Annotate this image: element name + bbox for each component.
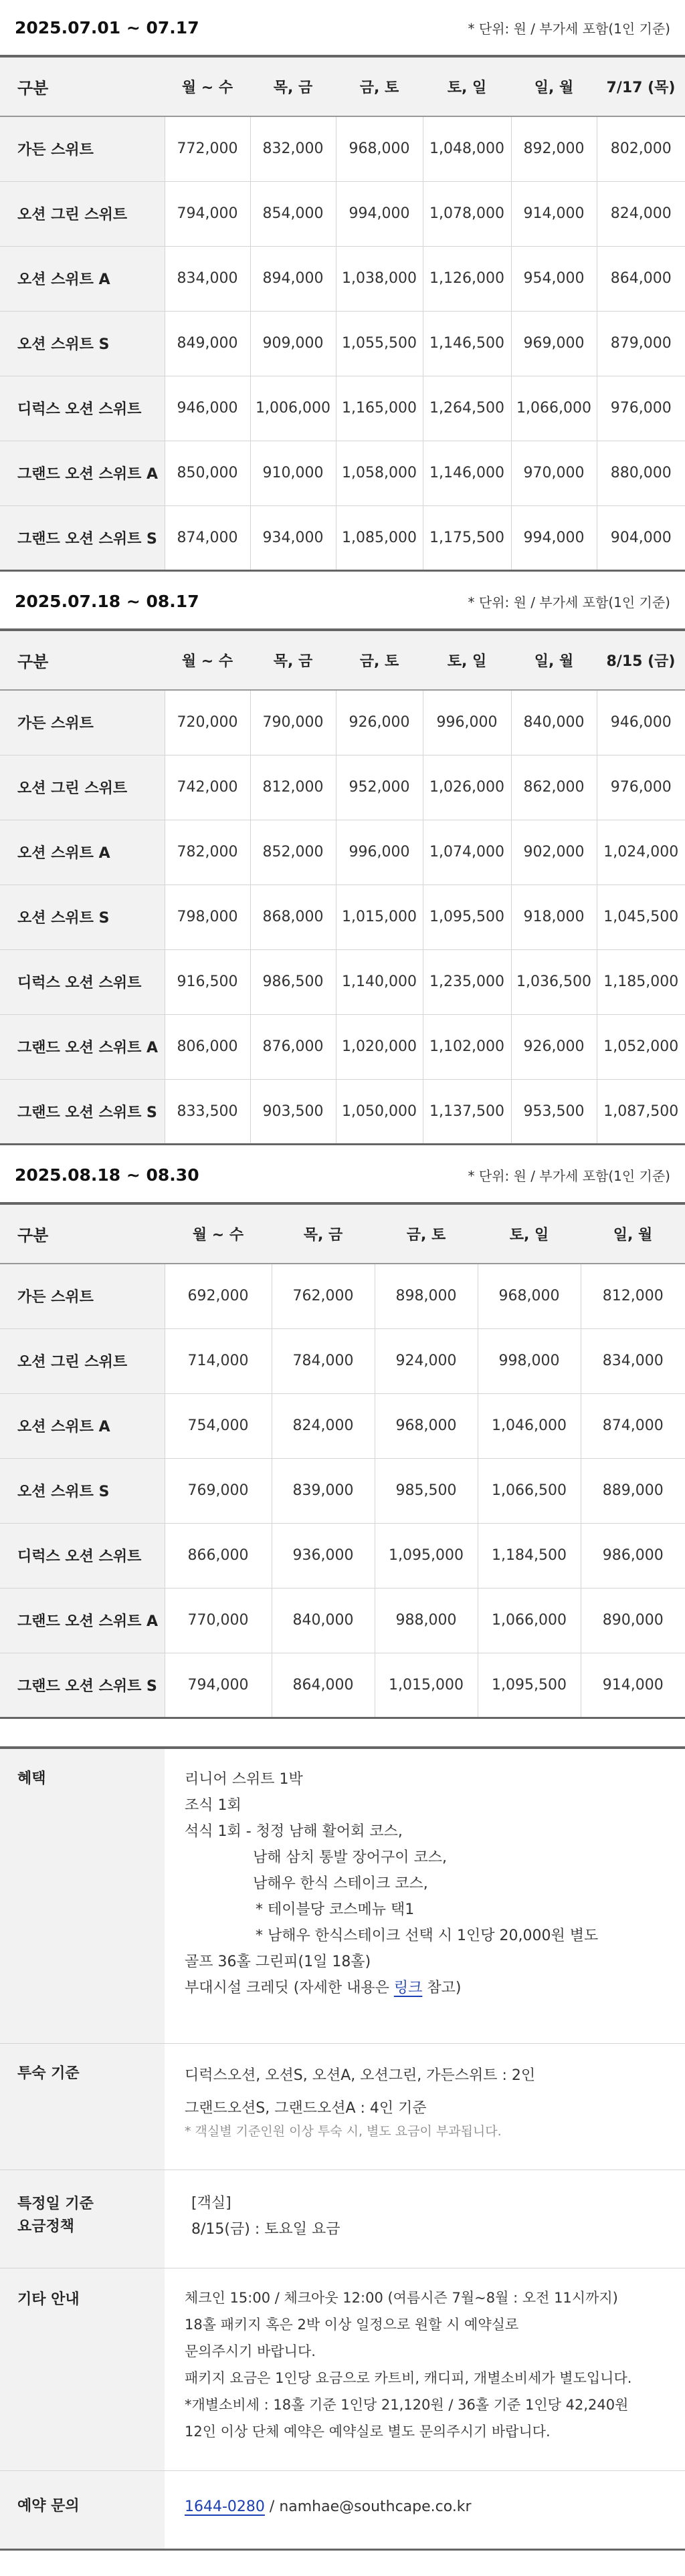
price-cell: 1,185,000 [597, 949, 685, 1014]
price-cell: 1,045,500 [597, 885, 685, 949]
table-row [0, 116, 685, 181]
price-cell: 910,000 [250, 441, 336, 505]
room-name: 디럭스 오션 스위트 [0, 376, 165, 441]
room-name: 오션 그린 스위트 [0, 1328, 165, 1393]
header-col: 일, 월 [511, 56, 597, 116]
benefit-line: * 테이블당 코스메뉴 택1 [256, 1901, 415, 1918]
unit-note: * 단위: 원 / 부가세 포함(1인 기준) [468, 20, 670, 37]
header-col: 목, 금 [250, 630, 336, 690]
price-cell: 918,000 [511, 885, 597, 949]
price-cell: 892,000 [511, 116, 597, 181]
price-cell: 1,095,500 [478, 1653, 581, 1718]
header-col: 토, 일 [478, 1203, 581, 1264]
info-row-other [0, 2268, 685, 2471]
price-cell: 988,000 [375, 1588, 478, 1653]
benefit-line: 리니어 스위트 1박 [185, 1771, 303, 1788]
price-cell: 840,000 [272, 1588, 375, 1653]
price-cell: 953,500 [511, 1079, 597, 1144]
price-cell: 998,000 [478, 1328, 581, 1393]
price-cell: 1,020,000 [336, 1014, 423, 1079]
price-cell: 924,000 [375, 1328, 478, 1393]
price-cell: 1,235,000 [423, 949, 511, 1014]
price-cell: 969,000 [511, 311, 597, 376]
price-cell: 903,500 [250, 1079, 336, 1144]
table-row [0, 376, 685, 441]
price-cell: 1,006,000 [250, 376, 336, 441]
price-cell: 802,000 [597, 116, 685, 181]
table-row [0, 1079, 685, 1144]
table-row [0, 885, 685, 949]
price-cell: 1,074,000 [423, 820, 511, 885]
email-text: namhae@southcape.co.kr [279, 2498, 472, 2515]
table-row [0, 1523, 685, 1588]
benefit-line: 남해우 한식 스테이크 코스, [253, 1875, 428, 1892]
info-body [165, 2268, 685, 2470]
price-cell: 970,000 [511, 441, 597, 505]
other-line: 12인 이상 단체 예약은 예약실로 별도 문의주시기 바랍니다. [185, 2424, 551, 2440]
price-cell: 824,000 [597, 181, 685, 246]
table-row [0, 1014, 685, 1079]
table-row [0, 820, 685, 885]
price-cell: 880,000 [597, 441, 685, 505]
benefit-line: 석식 1회 - 청정 남해 활어회 코스, [185, 1823, 403, 1840]
info-label: 투숙 기준 [0, 2044, 165, 2170]
room-name: 그랜드 오션 스위트 S [0, 1079, 165, 1144]
room-name: 가든 스위트 [0, 690, 165, 755]
info-row-occupancy [0, 2044, 685, 2170]
price-cell: 1,095,000 [375, 1523, 478, 1588]
price-cell: 798,000 [165, 885, 250, 949]
room-name: 그랜드 오션 스위트 A [0, 1014, 165, 1079]
price-cell: 890,000 [581, 1588, 685, 1653]
price-cell: 812,000 [250, 755, 336, 820]
price-cell: 1,036,500 [511, 949, 597, 1014]
header-col: 금, 토 [336, 630, 423, 690]
table-row [0, 1328, 685, 1393]
price-cell: 994,000 [511, 505, 597, 570]
price-cell: 1,146,500 [423, 311, 511, 376]
other-line: 체크인 15:00 / 체크아웃 12:00 (여름시즌 7월~8월 : 오전 11시까지) [185, 2290, 618, 2306]
header-col: 월 ~ 수 [165, 1203, 272, 1264]
section-header-1 [0, 0, 685, 55]
price-cell: 996,000 [423, 690, 511, 755]
price-cell: 772,000 [165, 116, 250, 181]
price-cell: 1,050,000 [336, 1079, 423, 1144]
price-cell: 916,500 [165, 949, 250, 1014]
price-cell: 1,052,000 [597, 1014, 685, 1079]
price-cell: 762,000 [272, 1264, 375, 1328]
benefit-line: * 남해우 한식스테이크 선택 시 1인당 20,000원 별도 [256, 1927, 599, 1944]
price-cell: 874,000 [165, 505, 250, 570]
price-cell: 833,500 [165, 1079, 250, 1144]
price-cell: 1,087,500 [597, 1079, 685, 1144]
price-cell: 1,058,000 [336, 441, 423, 505]
price-cell: 692,000 [165, 1264, 272, 1328]
info-label [0, 2170, 165, 2268]
price-cell: 952,000 [336, 755, 423, 820]
price-cell: 812,000 [581, 1264, 685, 1328]
price-cell: 902,000 [511, 820, 597, 885]
room-name: 오션 스위트 A [0, 1393, 165, 1458]
info-label: 혜택 [0, 1749, 165, 2043]
price-cell: 985,500 [375, 1458, 478, 1523]
price-cell: 1,048,000 [423, 116, 511, 181]
room-name: 가든 스위트 [0, 1264, 165, 1328]
details-link[interactable]: 링크 [393, 1980, 423, 1996]
price-cell: 904,000 [597, 505, 685, 570]
table-row [0, 1653, 685, 1718]
room-name: 오션 스위트 A [0, 246, 165, 311]
price-cell: 840,000 [511, 690, 597, 755]
header-col: 일, 월 [581, 1203, 685, 1264]
info-body [165, 1749, 685, 2043]
price-cell: 1,046,000 [478, 1393, 581, 1458]
room-name: 그랜드 오션 스위트 S [0, 505, 165, 570]
table-row [0, 690, 685, 755]
price-cell: 879,000 [597, 311, 685, 376]
price-cell: 864,000 [597, 246, 685, 311]
other-line: 패키지 요금은 1인당 요금으로 카트비, 캐디피, 개별소비세가 별도입니다. [185, 2370, 632, 2386]
price-cell: 968,000 [336, 116, 423, 181]
price-cell: 1,264,500 [423, 376, 511, 441]
price-cell: 934,000 [250, 505, 336, 570]
table-row [0, 1588, 685, 1653]
price-cell: 926,000 [336, 690, 423, 755]
benefit-line: 골프 36홀 그린피(1일 18홀) [185, 1954, 371, 1970]
room-name: 디럭스 오션 스위트 [0, 1523, 165, 1588]
price-cell: 720,000 [165, 690, 250, 755]
other-line: *개별소비세 : 18홀 기준 1인당 21,120원 / 36홀 기준 1인당 42,240원 [185, 2397, 629, 2413]
room-name: 그랜드 오션 스위트 S [0, 1653, 165, 1718]
occupancy-note: * 객실별 기준인원 이상 투숙 시, 별도 요금이 부과됩니다. [185, 2124, 502, 2139]
price-cell: 1,055,500 [336, 311, 423, 376]
price-cell: 794,000 [165, 181, 250, 246]
price-cell: 1,175,500 [423, 505, 511, 570]
section-header-3 [0, 1147, 685, 1202]
price-cell: 742,000 [165, 755, 250, 820]
price-table-2 [0, 628, 685, 1145]
table-row [0, 505, 685, 570]
occupancy-line: 그랜드오션S, 그랜드오션A : 4인 기준 [185, 2100, 427, 2117]
price-cell: 834,000 [165, 246, 250, 311]
price-cell: 824,000 [272, 1393, 375, 1458]
price-cell: 909,000 [250, 311, 336, 376]
price-cell: 790,000 [250, 690, 336, 755]
price-cell: 994,000 [336, 181, 423, 246]
price-cell: 849,000 [165, 311, 250, 376]
table-row [0, 755, 685, 820]
price-cell: 986,500 [250, 949, 336, 1014]
header-col: 토, 일 [423, 630, 511, 690]
price-cell: 1,038,000 [336, 246, 423, 311]
header-category: 구분 [0, 1203, 165, 1264]
price-cell: 852,000 [250, 820, 336, 885]
price-cell: 769,000 [165, 1458, 272, 1523]
phone-link[interactable]: 1644-0280 [185, 2498, 265, 2515]
price-cell: 1,137,500 [423, 1079, 511, 1144]
credit-text: 부대시설 크레딧 (자세한 내용은 [185, 1980, 394, 1996]
table-row [0, 181, 685, 246]
price-cell: 874,000 [581, 1393, 685, 1458]
room-name: 오션 스위트 S [0, 885, 165, 949]
room-name: 오션 그린 스위트 [0, 181, 165, 246]
price-cell: 854,000 [250, 181, 336, 246]
price-cell: 946,000 [597, 690, 685, 755]
price-cell: 850,000 [165, 441, 250, 505]
header-col: 일, 월 [511, 630, 597, 690]
table-row [0, 246, 685, 311]
price-cell: 968,000 [478, 1264, 581, 1328]
price-cell: 889,000 [581, 1458, 685, 1523]
info-label-line: 요금정책 [17, 2218, 75, 2235]
price-cell: 714,000 [165, 1328, 272, 1393]
period-title: 2025.08.18 ~ 08.30 [15, 1165, 199, 1185]
price-cell: 1,026,000 [423, 755, 511, 820]
other-line: 18홀 패키지 혹은 2박 이상 일정으로 원할 시 예약실로 [185, 2317, 519, 2333]
info-row-special [0, 2170, 685, 2268]
info-label-line: 특정일 기준 [17, 2196, 94, 2212]
header-col: 목, 금 [272, 1203, 375, 1264]
special-line: 8/15(금) : 토요일 요금 [191, 2221, 340, 2238]
header-col: 8/15 (금) [597, 630, 685, 690]
price-cell: 832,000 [250, 116, 336, 181]
header-col: 7/17 (목) [597, 56, 685, 116]
contact-separator: / [264, 2498, 280, 2515]
header-col: 월 ~ 수 [165, 56, 250, 116]
price-cell: 1,024,000 [597, 820, 685, 885]
occupancy-line: 디럭스오션, 오션S, 오션A, 오션그린, 가든스위트 : 2인 [185, 2067, 536, 2084]
header-col: 토, 일 [423, 56, 511, 116]
credit-text-end: 참고) [422, 1980, 462, 1996]
price-cell: 1,015,000 [336, 885, 423, 949]
price-cell: 1,165,000 [336, 376, 423, 441]
benefit-line [185, 1975, 672, 2001]
price-cell: 1,095,500 [423, 885, 511, 949]
room-name: 오션 스위트 S [0, 1458, 165, 1523]
price-cell: 770,000 [165, 1588, 272, 1653]
room-name: 그랜드 오션 스위트 A [0, 441, 165, 505]
price-cell: 1,085,000 [336, 505, 423, 570]
price-cell: 1,066,000 [511, 376, 597, 441]
price-cell: 864,000 [272, 1653, 375, 1718]
price-cell: 754,000 [165, 1393, 272, 1458]
price-cell: 839,000 [272, 1458, 375, 1523]
price-cell: 862,000 [511, 755, 597, 820]
price-cell: 976,000 [597, 755, 685, 820]
room-name: 가든 스위트 [0, 116, 165, 181]
room-name: 그랜드 오션 스위트 A [0, 1588, 165, 1653]
info-row-contact [0, 2471, 685, 2549]
price-table-1 [0, 55, 685, 572]
unit-note: * 단위: 원 / 부가세 포함(1인 기준) [468, 594, 670, 610]
price-cell: 782,000 [165, 820, 250, 885]
period-title: 2025.07.01 ~ 07.17 [15, 17, 199, 37]
info-body [165, 2044, 685, 2170]
price-cell: 806,000 [165, 1014, 250, 1079]
price-cell: 876,000 [250, 1014, 336, 1079]
benefit-line: 남해 삼치 통발 장어구이 코스, [253, 1849, 447, 1866]
price-cell: 936,000 [272, 1523, 375, 1588]
special-line: [객실] [191, 2195, 231, 2212]
price-cell: 1,015,000 [375, 1653, 478, 1718]
info-body [165, 2471, 685, 2549]
price-cell: 1,126,000 [423, 246, 511, 311]
table-row [0, 1264, 685, 1328]
header-col: 금, 토 [336, 56, 423, 116]
price-cell: 914,000 [511, 181, 597, 246]
price-cell: 794,000 [165, 1653, 272, 1718]
price-cell: 914,000 [581, 1653, 685, 1718]
header-col: 금, 토 [375, 1203, 478, 1264]
info-row-benefits [0, 1749, 685, 2044]
unit-note: * 단위: 원 / 부가세 포함(1인 기준) [468, 1167, 670, 1184]
section-header-2 [0, 574, 685, 628]
header-col: 목, 금 [250, 56, 336, 116]
price-cell: 1,066,000 [478, 1588, 581, 1653]
price-cell: 784,000 [272, 1328, 375, 1393]
table-row [0, 1458, 685, 1523]
package-info-table [0, 1746, 685, 2551]
price-cell: 1,140,000 [336, 949, 423, 1014]
period-title: 2025.07.18 ~ 08.17 [15, 591, 199, 611]
info-body [165, 2170, 685, 2268]
room-name: 오션 스위트 S [0, 311, 165, 376]
price-cell: 986,000 [581, 1523, 685, 1588]
other-line: 문의주시기 바랍니다. [185, 2343, 316, 2359]
header-col: 월 ~ 수 [165, 630, 250, 690]
table-row [0, 1393, 685, 1458]
price-cell: 1,184,500 [478, 1523, 581, 1588]
price-cell: 866,000 [165, 1523, 272, 1588]
table-row [0, 311, 685, 376]
room-name: 디럭스 오션 스위트 [0, 949, 165, 1014]
info-label: 예약 문의 [0, 2471, 165, 2549]
table-row [0, 441, 685, 505]
info-label: 기타 안내 [0, 2268, 165, 2470]
price-cell: 1,066,500 [478, 1458, 581, 1523]
price-cell: 946,000 [165, 376, 250, 441]
price-cell: 954,000 [511, 246, 597, 311]
price-cell: 976,000 [597, 376, 685, 441]
price-cell: 1,102,000 [423, 1014, 511, 1079]
benefit-line: 조식 1회 [185, 1797, 241, 1814]
price-cell: 996,000 [336, 820, 423, 885]
price-cell: 1,146,000 [423, 441, 511, 505]
price-cell: 898,000 [375, 1264, 478, 1328]
room-name: 오션 그린 스위트 [0, 755, 165, 820]
price-cell: 968,000 [375, 1393, 478, 1458]
header-category: 구분 [0, 56, 165, 116]
price-cell: 868,000 [250, 885, 336, 949]
price-cell: 894,000 [250, 246, 336, 311]
header-category: 구분 [0, 630, 165, 690]
table-row [0, 949, 685, 1014]
room-name: 오션 스위트 A [0, 820, 165, 885]
price-cell: 834,000 [581, 1328, 685, 1393]
price-cell: 1,078,000 [423, 181, 511, 246]
price-cell: 926,000 [511, 1014, 597, 1079]
price-table-3 [0, 1202, 685, 1719]
